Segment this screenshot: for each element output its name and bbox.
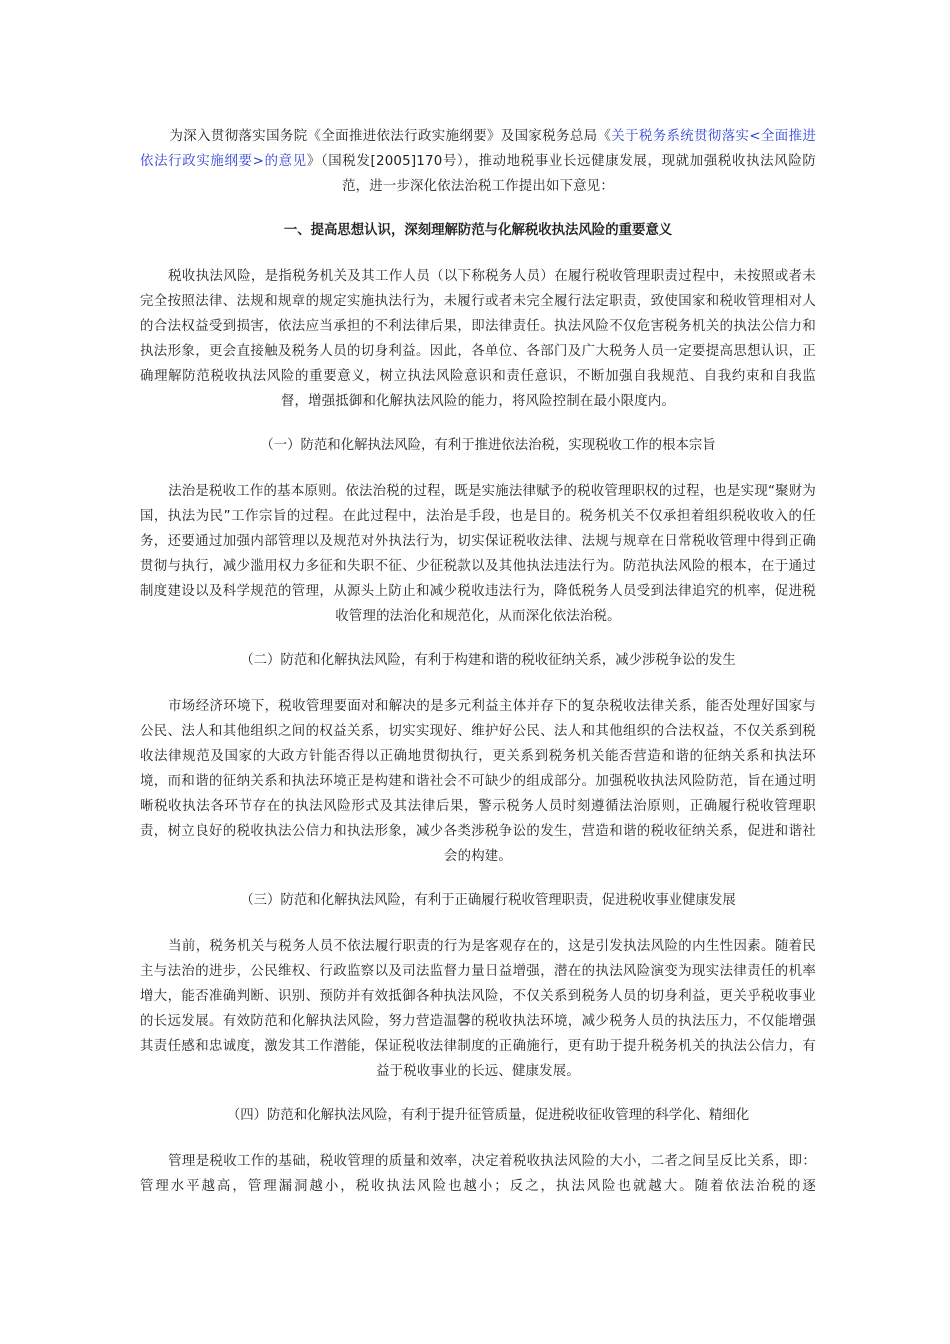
subsection-2-heading: （二）防范和化解执法风险，有利于构建和谐的税收征纳关系，减少涉税争讼的发生 [240,653,736,668]
intro-text-part2: 》（国税发[2005]170号），推动地税事业长远健康发展，现就加强税收执法风险防范，进一步深化依法治税工作提出如下意见： [306,154,816,194]
subsection-1-body: 法治是税收工作的基本原则。依法治税的过程，既是实施法律赋予的税收管理职权的过程，也是实现“聚财为国，执法为民”工作宗旨的过程。在此过程中，法治是手段，也是目的。税务机关不仅承担着组织税收收入的任务，还要通过加强内部管理以及规范对外执法行为，切实保证税收法律、法规与规章在日常税收管理中得到正确贯彻与执行，减少滥用权力多征和失职不征、少征税款以及其他执法违法行为。防范执法风险的根本，在于通过制度建设以及科学规范的管理，从源头上防止和减少税收违法行为，降低税务人员受到法律追究的机率，促进税收管理的法治化和规范化，从而深化依法治税。 [140,484,816,624]
subsection-3-heading: （三）防范和化解执法风险，有利于正确履行税收管理职责，促进税收事业健康发展 [240,893,736,908]
policy-document-link[interactable]: 关于税务系统贯彻落实<全面推进依法行政实施纲要>的意见 [140,129,816,169]
subsection-4-heading: （四）防范和化解执法风险，有利于提升征管质量，促进税收征收管理的科学化、精细化 [226,1108,750,1123]
section-1-heading: 一、提高思想认识，深刻理解防范与化解税收执法风险的重要意义 [283,223,673,238]
subsection-3-body: 当前，税务机关与税务人员不依法履行职责的行为是客观存在的，这是引发执法风险的内生性因素。随着民主与法治的进步，公民维权、行政监察以及司法监督力量日益增强，潜在的执法风险演变为现实法律责任的机率增大，能否准确判断、识别、预防并有效抵御各种执法风险，不仅关系到税务人员的切身利益，更关乎税收事业的长远发展。有效防范和化解执法风险，努力营造温馨的税收执法环境，减少税务人员的执法压力，不仅能增强其责任感和忠诚度，激发其工作潜能，保证税收法律制度的正确施行，更有助于提升税务机关的执法公信力，有益于税收事业的长远、健康发展。 [140,939,816,1079]
subsection-4-body: 管理是税收工作的基础，税收管理的质量和效率，决定着税收执法风险的大小，二者之间呈反比关系，即：管理水平越高，管理漏洞越小，税收执法风险也越小；反之，执法风险也就越大。随着依法治税的逐 [140,1154,816,1194]
intro-paragraph [140,124,816,199]
subsection-2-body: 市场经济环境下，税收管理要面对和解决的是多元利益主体并存下的复杂税收法律关系，能否处理好国家与公民、法人和其他组织之间的权益关系，切实实现好、维护好公民、法人和其他组织的合法权益，不仅关系到税收法律规范及国家的大政方针能否得以正确地贯彻执行，更关系到税务机关能否营造和谐的征纳关系和执法环境，而和谐的征纳关系和执法环境正是构建和谐社会不可缺少的组成部分。加强税收执法风险防范，旨在通过明晰税收执法各环节存在的执法风险形式及其法律后果，警示税务人员时刻遵循法治原则，正确履行税收管理职责，树立良好的税收执法公信力和执法形象，减少各类涉税争讼的发生，营造和谐的税收征纳关系，促进和谐社会的构建。 [140,699,816,864]
section-1-body: 税收执法风险，是指税务机关及其工作人员（以下称税务人员）在履行税收管理职责过程中，未按照或者未完全按照法律、法规和规章的规定实施执法行为，未履行或者未完全履行法定职责，致使国家和税收管理相对人的合法权益受到损害，依法应当承担的不利法律后果，即法律责任。执法风险不仅危害税务机关的执法公信力和执法形象，更会直接触及税务人员的切身利益。因此，各单位、各部门及广大税务人员一定要提高思想认识，正确理解防范税收执法风险的重要意义，树立执法风险意识和责任意识，不断加强自我规范、自我约束和自我监督，增强抵御和化解执法风险的能力，将风险控制在最小限度内。 [140,269,816,409]
document-page [140,124,816,1199]
subsection-1-heading: （一）防范和化解执法风险，有利于推进依法治税，实现税收工作的根本宗旨 [260,438,716,453]
intro-text-part1: 为深入贯彻落实国务院《全面推进依法行政实施纲要》及国家税务总局《 [169,129,612,144]
